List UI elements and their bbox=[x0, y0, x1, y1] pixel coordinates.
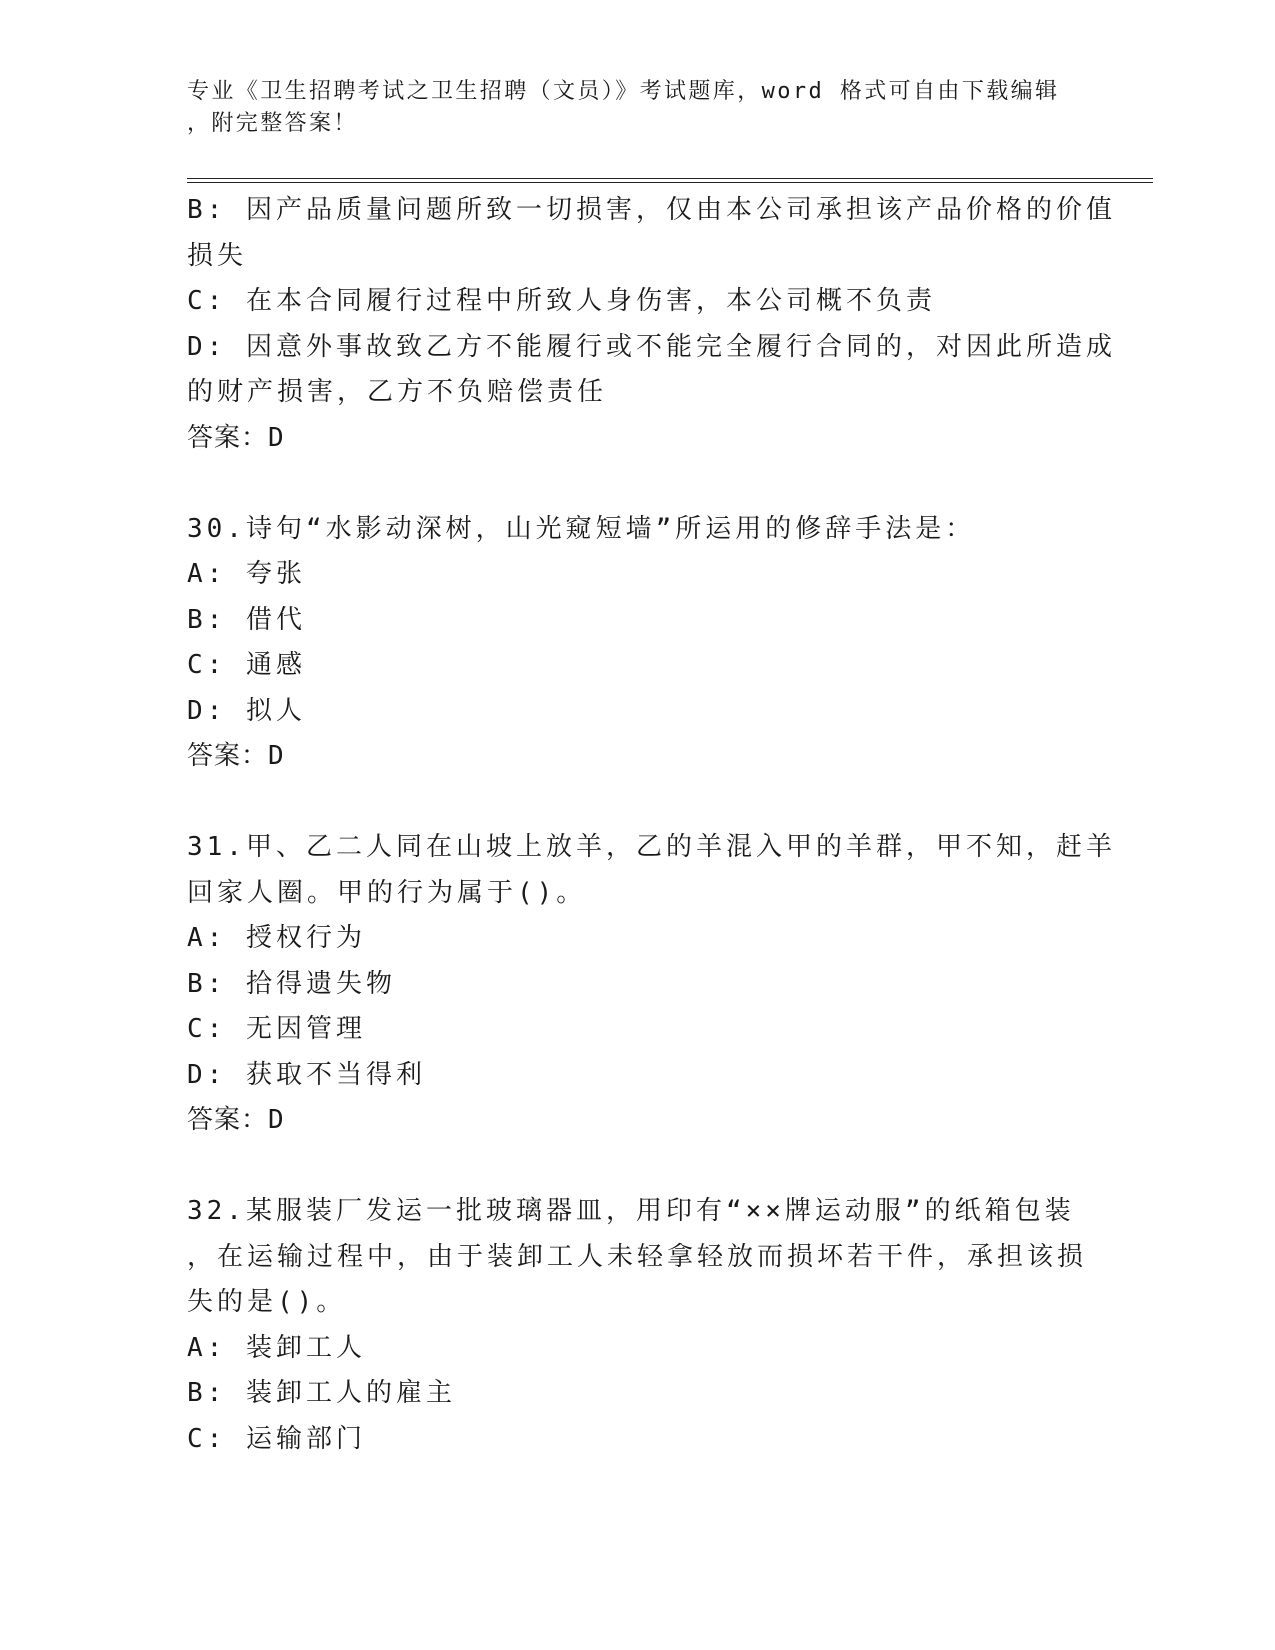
option-c: C: 运输部门 bbox=[187, 1423, 366, 1454]
question-30 bbox=[187, 507, 1077, 780]
question-32 bbox=[187, 1189, 1088, 1462]
question-text-line-2: 回家人圈。甲的行为属于()。 bbox=[187, 877, 587, 908]
question-text-line-1: 32.某服装厂发运一批玻璃器皿，用印有“××牌运动服”的纸箱包装 bbox=[187, 1196, 1075, 1226]
question-list bbox=[187, 188, 1116, 1462]
option-c: C: 通感 bbox=[187, 650, 306, 680]
header-double-rule bbox=[187, 178, 1153, 183]
header-line-1: 专业《卫生招聘考试之卫生招聘（文员）》考试题库，word 格式可自由下载编辑 bbox=[187, 79, 1060, 104]
option-d: D: 获取不当得利 bbox=[187, 1059, 426, 1090]
header-line-2: ，附完整答案！ bbox=[187, 111, 358, 136]
question-text-line-2: ，在运输过程中，由于装卸工人未轻拿轻放而损坏若干件，承担该损 bbox=[187, 1241, 1088, 1272]
question-31 bbox=[187, 825, 1116, 1144]
option-b: B: 拾得遗失物 bbox=[187, 968, 396, 999]
option-a: A: 夸张 bbox=[187, 559, 306, 589]
question-text-line-1: 31.甲、乙二人同在山坡上放羊，乙的羊混入甲的羊群，甲不知，赶羊 bbox=[187, 832, 1116, 862]
option-b-line-2: 损失 bbox=[187, 240, 248, 271]
option-c: C: 在本合同履行过程中所致人身伤害，本公司概不负责 bbox=[187, 286, 936, 316]
option-c: C: 无因管理 bbox=[187, 1014, 366, 1044]
option-b: B: 装卸工人的雇主 bbox=[187, 1378, 456, 1408]
question-text: 30.诗句“水影动深树，山光窥短墙”所运用的修辞手法是： bbox=[187, 513, 976, 544]
option-a: A: 装卸工人 bbox=[187, 1332, 366, 1363]
option-d-line-1: D: 因意外事故致乙方不能履行或不能完全履行合同的，对因此所造成 bbox=[187, 331, 1116, 362]
option-d-line-2: 的财产损害，乙方不负赔偿责任 bbox=[187, 377, 608, 407]
question-text-line-3: 失的是()。 bbox=[187, 1287, 347, 1317]
question-29-tail bbox=[187, 188, 1116, 461]
answer: 答案：D bbox=[187, 422, 285, 453]
answer: 答案：D bbox=[187, 1105, 285, 1135]
option-b: B: 借代 bbox=[187, 604, 306, 635]
option-d: D: 拟人 bbox=[187, 695, 306, 726]
document-header bbox=[187, 76, 1067, 140]
answer: 答案：D bbox=[187, 741, 285, 771]
option-b-line-1: B: 因产品质量问题所致一切损害，仅由本公司承担该产品价格的价值 bbox=[187, 195, 1116, 225]
option-a: A: 授权行为 bbox=[187, 923, 366, 953]
